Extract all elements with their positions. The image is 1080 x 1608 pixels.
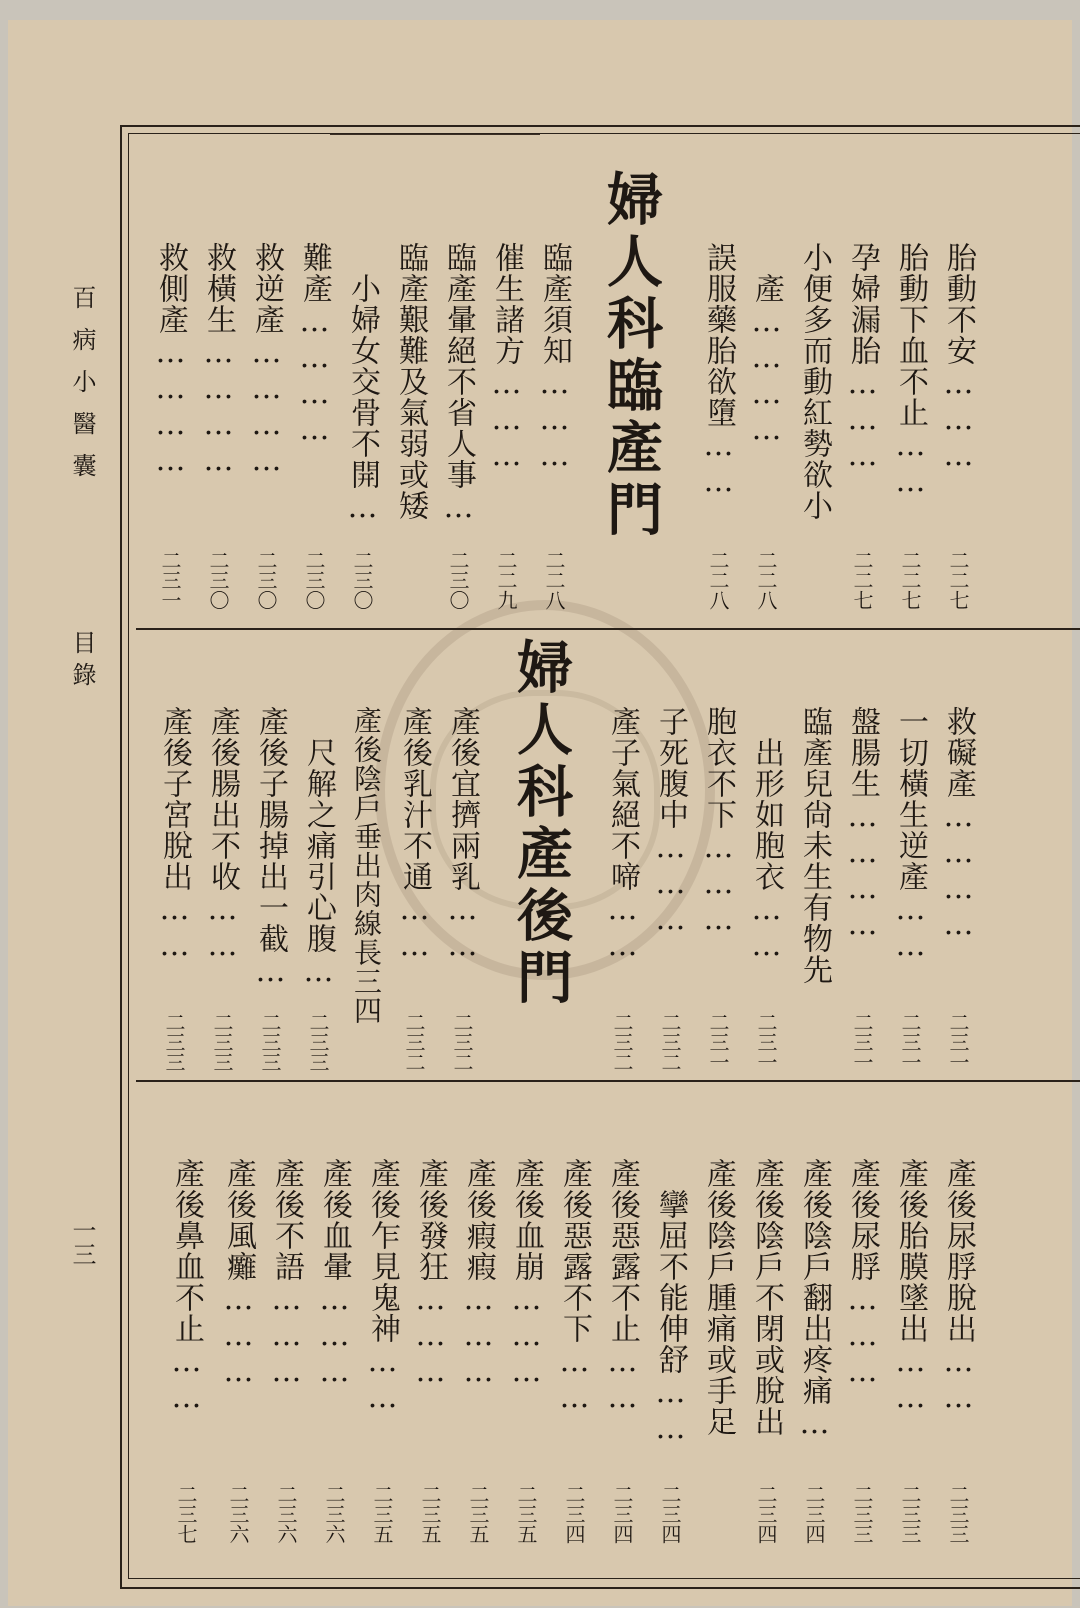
toc-entry: 尺解之痛引心腹… xyxy=(301,706,336,990)
toc-entry: 胎動不安……… xyxy=(941,242,976,474)
toc-entry: 救礙產………… xyxy=(941,706,976,943)
toc-entry: 產後陰戶垂出肉線長三四 xyxy=(350,706,383,1025)
toc-entry: 產後子宮脫出…… xyxy=(157,706,192,964)
toc-entry: 孕婦漏胎……… xyxy=(845,242,880,474)
toc-page-number: 二三〇 xyxy=(446,550,470,610)
toc-page-number: 二三四 xyxy=(562,1484,586,1544)
top-mark-line xyxy=(330,134,540,135)
toc-entry: 子死腹中……… xyxy=(653,706,688,938)
toc-entry: 胎動下血不止…… xyxy=(893,242,928,500)
toc-page-number: 二三四 xyxy=(610,1484,634,1544)
toc-page-number: 二三三 xyxy=(210,1012,234,1072)
toc-entry: 催生諸方……… xyxy=(489,242,524,474)
toc-entry: 產後惡露不下…… xyxy=(557,1158,592,1416)
toc-entry: 小便多而動紅勢欲小 xyxy=(797,242,832,521)
heading-chanhou-men: 婦人科產後門 xyxy=(508,638,574,1010)
toc-entry: 臨產暈絕不省人事… xyxy=(441,242,476,526)
toc-page-number: 二二八 xyxy=(706,550,730,610)
toc-page-number: 二三一 xyxy=(158,550,182,610)
toc-page-number: 二三三 xyxy=(306,1012,330,1072)
toc-page-number: 二三五 xyxy=(466,1484,490,1544)
toc-entry: 產後發狂……… xyxy=(413,1158,448,1390)
toc-page-number: 二三一 xyxy=(946,1012,970,1072)
section-divider xyxy=(136,628,1080,630)
toc-page-number: 二二七 xyxy=(898,550,922,610)
toc-page-number: 二三三 xyxy=(258,1012,282,1072)
toc-page-number: 二三三 xyxy=(898,1484,922,1544)
toc-entry: 難產………… xyxy=(297,242,332,448)
toc-entry: 一切橫生逆產…… xyxy=(893,706,928,964)
toc-page-number: 二三五 xyxy=(418,1484,442,1544)
toc-entry: 出形如胞衣…… xyxy=(749,706,784,964)
toc-entry: 產後不語……… xyxy=(269,1158,304,1390)
toc-entry: 救側產………… xyxy=(153,242,188,479)
toc-page-number: 二三〇 xyxy=(350,550,374,610)
page-number: 一三 xyxy=(68,1218,96,1266)
toc-entry: 產後陰戶不閉或脫出 xyxy=(749,1158,784,1437)
toc-entry: 產後血崩……… xyxy=(509,1158,544,1390)
toc-entry: 產後腸出不收…… xyxy=(205,706,240,964)
toc-entry: 救橫生………… xyxy=(201,242,236,479)
toc-page-number: 二三二 xyxy=(610,1012,634,1072)
toc-page-number: 二三五 xyxy=(514,1484,538,1544)
toc-page-number: 二三一 xyxy=(898,1012,922,1072)
toc-page-number: 二三二 xyxy=(658,1012,682,1072)
toc-page-number: 二三四 xyxy=(754,1484,778,1544)
toc-entry: 產後宜擠兩乳…… xyxy=(445,706,480,964)
heading-linchan-men: 婦人科臨產門 xyxy=(598,170,664,542)
toc-page-number: 二三〇 xyxy=(206,550,230,610)
toc-entry: 產後子腸掉出一截… xyxy=(253,706,288,990)
toc-entry: 產後風癱……… xyxy=(221,1158,256,1390)
toc-entry: 產後胎膜墜出…… xyxy=(893,1158,928,1416)
toc-page-number: 二二八 xyxy=(754,550,778,610)
toc-entry: 產後乍見鬼神…… xyxy=(365,1158,400,1416)
toc-entry: 產後惡露不止…… xyxy=(605,1158,640,1416)
toc-page-number: 二二七 xyxy=(946,550,970,610)
toc-entry: 產後乳汁不通…… xyxy=(397,706,432,964)
toc-page-number: 二三二 xyxy=(402,1012,426,1072)
toc-page-number: 二三四 xyxy=(802,1484,826,1544)
toc-entry: 攣屈不能伸舒…… xyxy=(653,1158,688,1447)
toc-page-number: 二二九 xyxy=(494,550,518,610)
toc-entry: 產後血暈……… xyxy=(317,1158,352,1390)
toc-page-number: 二三六 xyxy=(322,1484,346,1544)
toc-entry: 產後瘕瘕……… xyxy=(461,1158,496,1390)
toc-entry: 產後鼻血不止…… xyxy=(169,1158,204,1416)
toc-page-number: 二三五 xyxy=(370,1484,394,1544)
book-title: 百病小醫囊 xyxy=(68,285,96,495)
toc-page-number: 二三七 xyxy=(174,1484,198,1544)
toc-page-number: 二二八 xyxy=(542,550,566,610)
toc-entry: 產後陰戶翻出疼痛… xyxy=(797,1158,832,1442)
toc-page-number: 二三三 xyxy=(162,1012,186,1072)
section-divider xyxy=(136,1080,1080,1082)
toc-entry: 產………… xyxy=(749,242,784,448)
section-label: 目錄 xyxy=(68,630,96,694)
toc-page-number: 二二七 xyxy=(850,550,874,610)
toc-entry: 盤腸生………… xyxy=(845,706,880,943)
toc-page-number: 二三〇 xyxy=(302,550,326,610)
toc-entry: 臨產兒尙未生有物先 xyxy=(797,706,832,985)
toc-entry: 臨產須知……… xyxy=(537,242,572,474)
toc-entry: 臨產艱難及氣弱或矮 xyxy=(393,242,428,521)
toc-entry: 誤服藥胎欲墮…… xyxy=(701,242,736,500)
toc-entry: 胞衣不下……… xyxy=(701,706,736,938)
toc-entry: 產子氣絕不啼…… xyxy=(605,706,640,964)
toc-page-number: 二三一 xyxy=(706,1012,730,1072)
toc-page-number: 二三一 xyxy=(754,1012,778,1072)
toc-entry: 小婦女交骨不開… xyxy=(345,242,380,526)
toc-page-number: 二三一 xyxy=(850,1012,874,1072)
toc-page-number: 二三三 xyxy=(850,1484,874,1544)
toc-page-number: 二三六 xyxy=(226,1484,250,1544)
toc-page-number: 二三六 xyxy=(274,1484,298,1544)
toc-page-number: 二三三 xyxy=(946,1484,970,1544)
toc-entry: 救逆產………… xyxy=(249,242,284,479)
toc-entry: 產後尿脬……… xyxy=(845,1158,880,1390)
toc-page-number: 二三〇 xyxy=(254,550,278,610)
toc-page-number: 二三二 xyxy=(450,1012,474,1072)
toc-entry: 產後陰戶腫痛或手足 xyxy=(701,1158,736,1437)
toc-page-number: 二三四 xyxy=(658,1484,682,1544)
toc-entry: 產後尿脬脫出…… xyxy=(941,1158,976,1416)
